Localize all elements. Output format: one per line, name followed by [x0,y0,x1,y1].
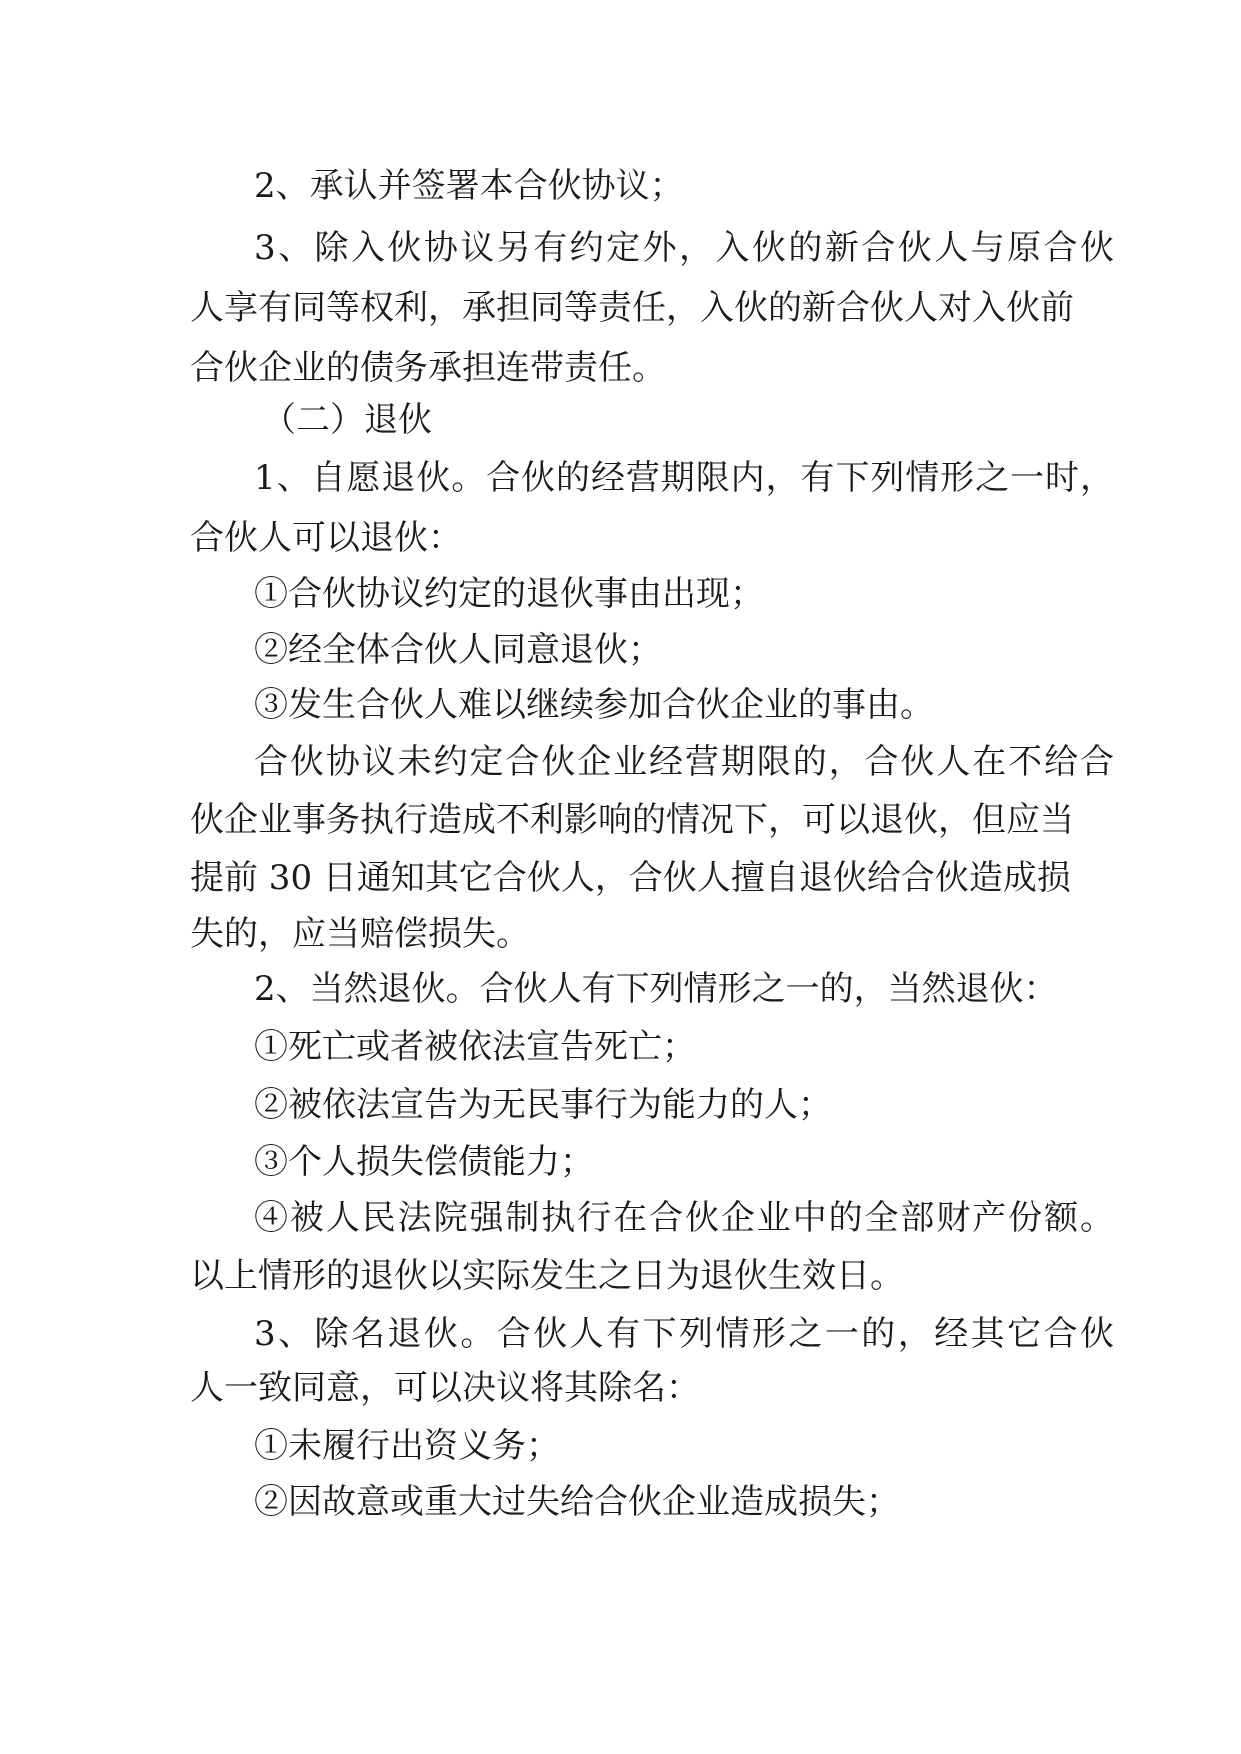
list-item: ②经全体合伙人同意退伙； [254,630,662,670]
paragraph-line: 以上情形的退伙以实际发生之日为退伙生效日。 [190,1256,904,1296]
list-item: ④被人民法院强制执行在合伙企业中的全部财产份额。 [254,1198,1114,1238]
paragraph-line: 合伙协议未约定合伙企业经营期限的，合伙人在不给合 [254,742,1114,782]
paragraph-line: 伙企业事务执行造成不利影响的情况下，可以退伙，但应当 [190,800,1074,840]
paragraph-line: 合伙企业的债务承担连带责任。 [190,348,666,388]
paragraph-line: 人一致同意，可以决议将其除名： [190,1368,700,1408]
list-item: ②被依法宣告为无民事行为能力的人； [254,1085,832,1125]
paragraph-line: 失的，应当赔偿损失。 [190,914,530,954]
paragraph-line: 1、自愿退伙。合伙的经营期限内，有下列情形之一时， [254,458,1114,498]
list-item: ③个人损失偿债能力； [254,1142,594,1182]
section-heading: （二）退伙 [262,400,432,440]
list-item: ①死亡或者被依法宣告死亡； [254,1027,696,1067]
list-item: ③发生合伙人难以继续参加合伙企业的事由。 [254,685,934,725]
paragraph-line: 人享有同等权利，承担同等责任，入伙的新合伙人对入伙前 [190,288,1074,328]
list-item: ②因故意或重大过失给合伙企业造成损失； [254,1482,900,1522]
paragraph-line: 3、除入伙协议另有约定外，入伙的新合伙人与原合伙 [254,228,1114,268]
paragraph-line: 2、当然退伙。合伙人有下列情形之一的，当然退伙： [254,969,1058,1009]
paragraph-line: 3、除名退伙。合伙人有下列情形之一的，经其它合伙 [254,1314,1114,1354]
list-item: ①未履行出资义务； [254,1426,560,1466]
paragraph-line: 合伙人可以退伙： [190,518,462,558]
paragraph-line: 2、承认并签署本合伙协议； [254,166,684,206]
paragraph-line: 提前 30 日通知其它合伙人，合伙人擅自退伙给合伙造成损 [190,858,1071,898]
list-item: ①合伙协议约定的退伙事由出现； [254,574,764,614]
